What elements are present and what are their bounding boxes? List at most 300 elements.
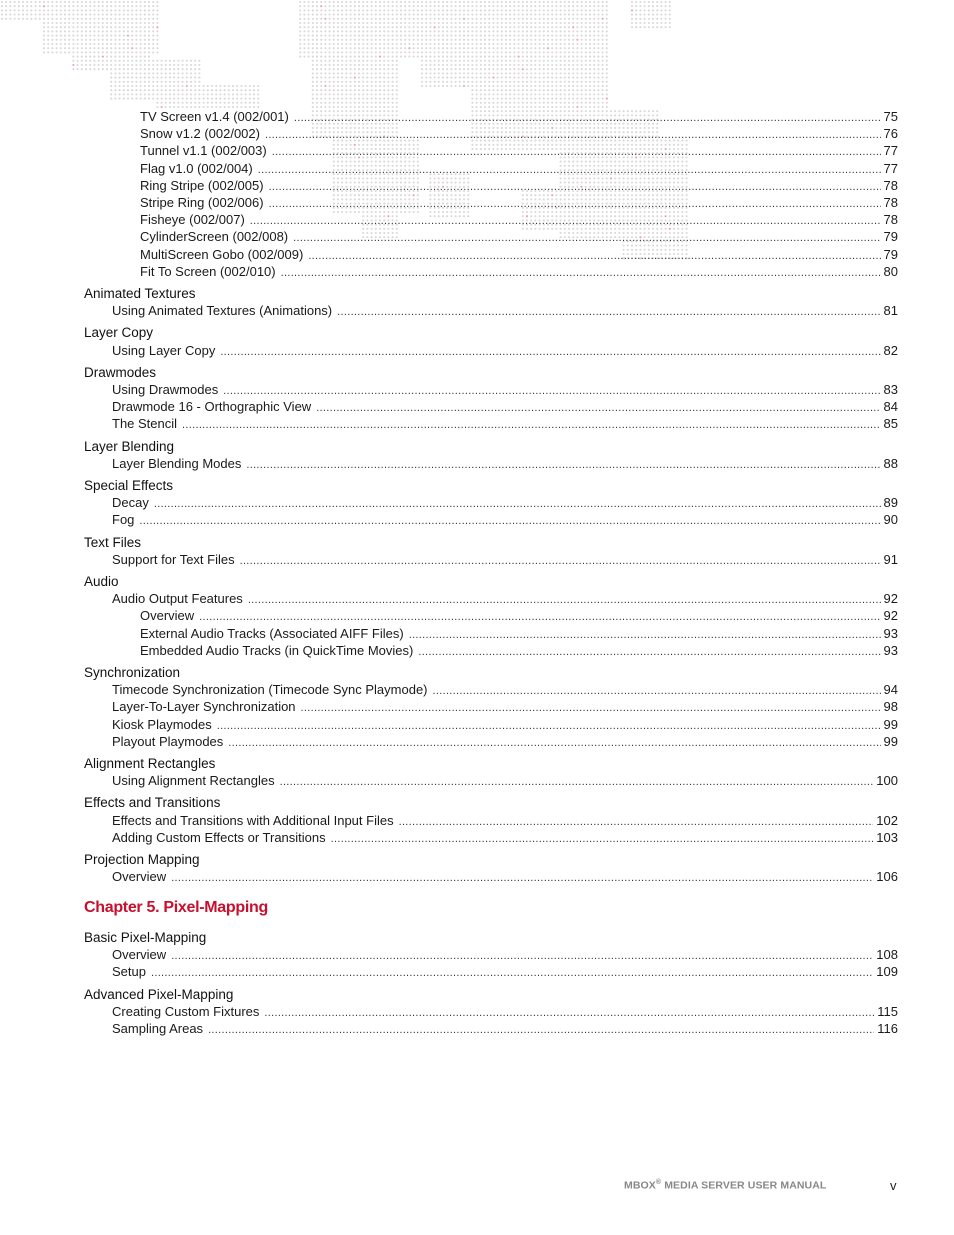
map-dot [597,60,599,62]
toc-entry[interactable] [112,772,898,791]
map-dot [72,39,74,41]
map-dot [106,1,108,3]
map-dot [539,64,541,66]
map-dot [560,51,562,53]
map-dot [513,81,515,83]
map-dot [434,1,436,3]
map-dot [568,5,570,7]
dot-leader [182,417,880,434]
map-dot [413,26,415,28]
map-dot [497,22,499,24]
map-dot [354,1,356,3]
map-dot [379,102,381,104]
map-dot [93,60,95,62]
map-dot [560,72,562,74]
map-dot [551,68,553,70]
map-dot [509,51,511,53]
map-dot [547,18,549,20]
map-dot [26,5,28,7]
map-dot [417,5,419,7]
map-dot [329,85,331,87]
map-dot [602,26,604,28]
map-dot [551,22,553,24]
map-dot [476,9,478,11]
map-dot [312,35,314,37]
toc-entry-title: Using Animated Textures (Animations) [112,303,333,319]
toc-page-number: 75 [883,109,898,124]
map-dot [396,85,398,87]
map-dot [148,14,150,16]
map-dot [383,51,385,53]
map-dot [123,47,125,49]
map-dot [333,14,335,16]
dot-leader [337,304,880,321]
map-dot [329,64,331,66]
map-dot [324,14,326,16]
map-dot [585,26,587,28]
map-dot [30,1,32,3]
map-dot [358,5,360,7]
map-dot [597,81,599,83]
map-dot [392,43,394,45]
map-dot [459,14,461,16]
toc-page-number: 78 [883,212,898,228]
map-dot [539,89,541,91]
map-dot [337,39,339,41]
map-dot [497,68,499,70]
map-dot [56,14,58,16]
toc-entry[interactable] [140,211,898,230]
map-dot [455,26,457,28]
map-dot [446,81,448,83]
map-dot [434,47,436,49]
map-dot [39,18,41,20]
map-dot [547,51,549,53]
map-dot [14,1,16,3]
map-dot [471,56,473,58]
map-dot [606,51,608,53]
map-dot [602,9,604,11]
toc-entry[interactable] [112,829,898,848]
map-dot [564,77,566,79]
map-dot [358,81,360,83]
map-dot [371,35,373,37]
map-dot [375,5,377,7]
toc-entry[interactable] [140,625,898,644]
map-dot [522,89,524,91]
map-dot [345,93,347,95]
map-dot [543,1,545,3]
toc-entry[interactable] [112,868,898,887]
map-dot [648,1,650,3]
map-dot [450,68,452,70]
map-dot [387,14,389,16]
map-dot [429,35,431,37]
map-dot [354,85,356,87]
map-dot [513,68,515,70]
map-dot [568,102,570,104]
map-dot [555,77,557,79]
map-dot [455,30,457,32]
map-dot [589,93,591,95]
map-dot [505,39,507,41]
map-dot [505,22,507,24]
toc-entry[interactable] [112,511,898,530]
toc-entry[interactable] [140,263,898,282]
toc-entry[interactable] [112,1003,898,1022]
map-dot [555,14,557,16]
map-dot [593,98,595,100]
map-dot [219,89,221,91]
map-dot [589,60,591,62]
map-dot [450,22,452,24]
map-dot [593,47,595,49]
toc-entry[interactable] [112,455,898,474]
map-dot [379,18,381,20]
map-dot [127,5,129,7]
map-dot [513,14,515,16]
map-dot [177,98,179,100]
map-dot [358,22,360,24]
toc-entry[interactable] [112,716,898,735]
map-dot [333,72,335,74]
toc-page-number: 108 [876,947,898,963]
map-dot [77,14,79,16]
map-dot [89,51,91,53]
map-dot [602,30,604,32]
toc-entry[interactable] [140,142,898,161]
map-dot [400,43,402,45]
map-dot [438,72,440,74]
map-dot [110,26,112,28]
map-dot [509,43,511,45]
map-dot [190,81,192,83]
map-dot [299,22,301,24]
map-dot [581,9,583,11]
map-dot [333,89,335,91]
toc-entry[interactable] [112,415,898,434]
map-dot [371,68,373,70]
map-dot [102,56,104,58]
map-dot [135,43,137,45]
map-dot [148,43,150,45]
map-dot [64,14,66,16]
toc-section-heading: Drawmodes [84,364,157,380]
map-dot [72,14,74,16]
toc-entry[interactable] [112,302,898,321]
toc-entry[interactable] [140,125,898,144]
map-dot [480,1,482,3]
map-dot [93,35,95,37]
map-dot [425,64,427,66]
map-dot [581,1,583,3]
map-dot [341,68,343,70]
map-dot [156,93,158,95]
toc-entry[interactable] [112,681,898,700]
map-dot [89,43,91,45]
map-dot [156,39,158,41]
map-dot [161,68,163,70]
map-dot [526,14,528,16]
map-dot [539,35,541,37]
toc-entry[interactable] [140,607,898,626]
map-dot [110,77,112,79]
map-dot [555,81,557,83]
map-dot [564,18,566,20]
map-dot [560,43,562,45]
map-dot [497,60,499,62]
map-dot [593,68,595,70]
map-dot [333,30,335,32]
toc-entry[interactable] [112,494,898,513]
map-dot [597,51,599,53]
map-dot [324,51,326,53]
map-dot [606,43,608,45]
map-dot [555,60,557,62]
map-dot [509,22,511,24]
map-dot [585,60,587,62]
toc-entry[interactable] [140,194,898,213]
map-dot [652,14,654,16]
map-dot [631,9,633,11]
toc-entry[interactable] [112,381,898,400]
map-dot [497,56,499,58]
map-dot [471,102,473,104]
map-dot [56,51,58,53]
map-dot [438,51,440,53]
map-dot [492,51,494,53]
map-dot [497,89,499,91]
map-dot [152,30,154,32]
map-dot [492,85,494,87]
map-dot [429,5,431,7]
map-dot [455,43,457,45]
map-dot [518,64,520,66]
map-dot [450,51,452,53]
map-dot [576,51,578,53]
map-dot [9,5,11,7]
toc-entry[interactable] [112,551,898,570]
toc-entry[interactable] [112,698,898,717]
toc-entry-title: Fog [112,512,135,528]
map-dot [576,56,578,58]
map-dot [144,43,146,45]
map-dot [72,1,74,3]
map-dot [110,47,112,49]
map-dot [471,18,473,20]
map-dot [501,26,503,28]
dot-leader [418,644,880,661]
map-dot [484,56,486,58]
map-dot [211,102,213,104]
map-dot [341,26,343,28]
map-dot [362,26,364,28]
map-dot [597,22,599,24]
toc-entry[interactable] [112,733,898,752]
map-dot [379,47,381,49]
toc-entry[interactable] [112,1020,898,1039]
map-dot [190,102,192,104]
map-dot [421,77,423,79]
map-dot [375,72,377,74]
map-dot [14,9,16,11]
map-dot [173,85,175,87]
toc-entry[interactable] [112,398,898,417]
map-dot [400,26,402,28]
map-dot [572,18,574,20]
map-dot [51,47,53,49]
map-dot [602,81,604,83]
map-dot [358,77,360,79]
map-dot [131,30,133,32]
map-dot [526,51,528,53]
map-dot [190,89,192,91]
map-dot [585,22,587,24]
map-dot [597,64,599,66]
map-dot [459,81,461,83]
map-dot [152,72,154,74]
map-dot [434,26,436,28]
map-dot [392,22,394,24]
map-dot [89,14,91,16]
map-dot [593,85,595,87]
map-dot [551,5,553,7]
map-dot [324,81,326,83]
map-dot [316,93,318,95]
map-dot [429,26,431,28]
map-dot [581,30,583,32]
map-dot [114,60,116,62]
map-dot [98,22,100,24]
map-dot [505,89,507,91]
map-dot [593,14,595,16]
map-dot [329,1,331,3]
map-dot [387,1,389,3]
map-dot [51,9,53,11]
map-dot [350,47,352,49]
map-dot [123,39,125,41]
map-dot [492,30,494,32]
toc-entry[interactable] [140,642,898,661]
map-dot [341,22,343,24]
map-dot [572,47,574,49]
map-dot [543,39,545,41]
map-dot [476,35,478,37]
map-dot [492,93,494,95]
map-dot [568,68,570,70]
toc-entry[interactable] [112,812,898,831]
map-dot [371,85,373,87]
toc-entry[interactable] [140,246,898,265]
map-dot [345,81,347,83]
map-dot [177,93,179,95]
map-dot [371,22,373,24]
map-dot [488,56,490,58]
toc-entry[interactable] [112,590,898,609]
map-dot [156,47,158,49]
map-dot [93,56,95,58]
map-dot [131,18,133,20]
map-dot [362,56,364,58]
toc-page-number: 82 [883,342,898,358]
map-dot [429,39,431,41]
map-dot [152,35,154,37]
map-dot [652,18,654,20]
map-dot [308,14,310,16]
map-dot [345,22,347,24]
map-dot [308,51,310,53]
map-dot [392,60,394,62]
map-dot [543,72,545,74]
map-dot [501,39,503,41]
map-dot [492,102,494,104]
map-dot [156,26,158,28]
toc-entry[interactable] [112,963,898,982]
map-dot [81,26,83,28]
map-dot [665,26,667,28]
map-dot [564,98,566,100]
map-dot [581,18,583,20]
map-dot [463,85,465,87]
map-dot [534,77,536,79]
map-dot [93,64,95,66]
map-dot [81,39,83,41]
map-dot [585,81,587,83]
map-dot [102,60,104,62]
map-dot [572,89,574,91]
map-dot [119,85,121,87]
toc-entry[interactable] [112,946,898,965]
toc-entry[interactable] [112,342,898,361]
toc-entry[interactable] [140,160,898,179]
map-dot [362,30,364,32]
map-dot [333,93,335,95]
map-dot [526,77,528,79]
map-dot [68,26,70,28]
map-dot [320,1,322,3]
map-dot [438,60,440,62]
map-dot [564,22,566,24]
map-dot [425,35,427,37]
map-dot [396,5,398,7]
map-dot [362,5,364,7]
map-dot [488,81,490,83]
map-dot [308,47,310,49]
map-dot [72,9,74,11]
map-dot [127,77,129,79]
map-dot [77,39,79,41]
map-dot [43,22,45,24]
map-dot [572,1,574,3]
map-dot [106,18,108,20]
map-dot [194,85,196,87]
map-dot [127,39,129,41]
toc-entry[interactable] [140,177,898,196]
map-dot [316,51,318,53]
map-dot [455,51,457,53]
map-dot [324,1,326,3]
map-dot [148,60,150,62]
map-dot [98,64,100,66]
toc-entry[interactable] [140,108,898,127]
map-dot [392,98,394,100]
map-dot [669,22,671,24]
map-dot [47,26,49,28]
map-dot [421,72,423,74]
toc-entry[interactable] [140,228,898,247]
map-dot [400,51,402,53]
map-dot [480,39,482,41]
